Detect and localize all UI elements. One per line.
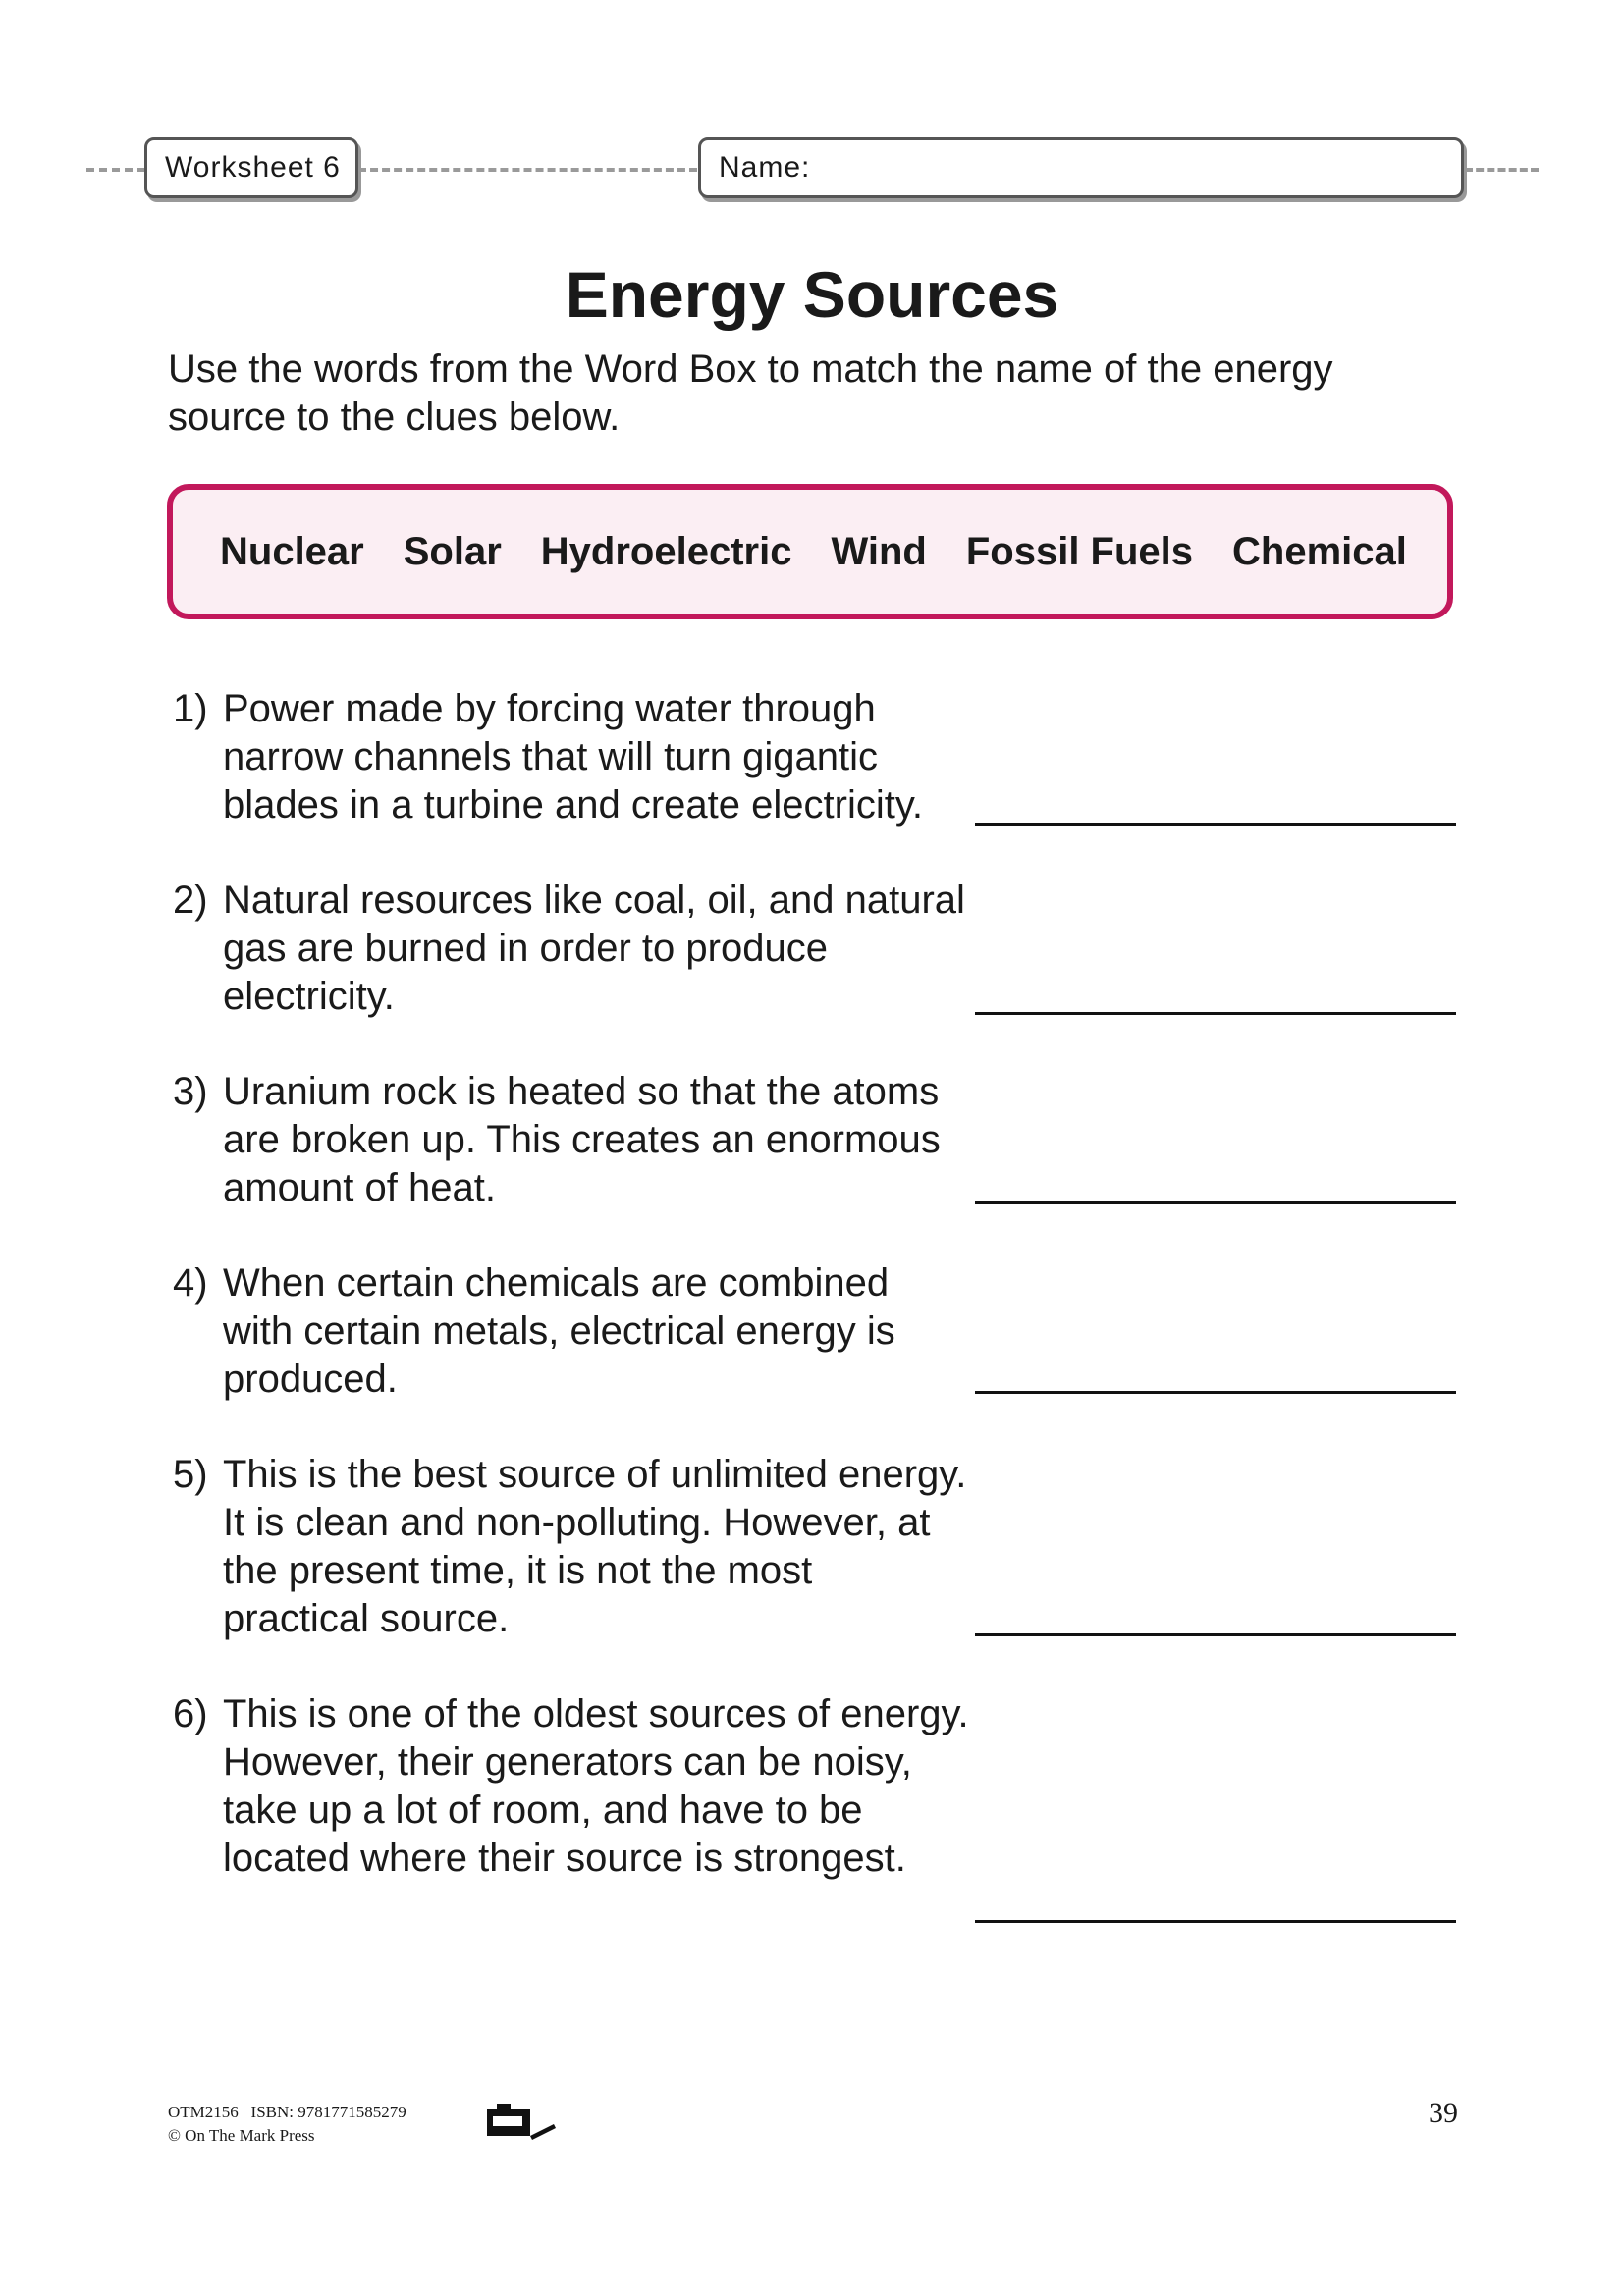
header-dash-right [1465,168,1539,172]
word-nuclear: Nuclear [220,529,364,573]
question-number: 5) [173,1453,208,1496]
word-solar: Solar [403,529,502,573]
question-text: Uranium rock is heated so that the atoms are broken up. This creates an enormous amount of heat. [223,1070,941,1209]
worksheet-tab [144,137,358,198]
question-number: 6) [173,1692,208,1735]
question-text: Power made by forcing water through narrow channels that will turn gigantic blades in a turbine and create electricity. [223,687,923,827]
header-dash-middle [358,168,697,172]
name-label: Name: [719,151,811,184]
page-title: Energy Sources [565,258,1059,331]
page-number: 39 [1429,2097,1458,2129]
footer-copyright: © On The Mark Press [168,2126,315,2145]
question-text: This is the best source of unlimited energy. It is clean and non-polluting. However, at the present time, it is not the most practical source. [223,1453,967,1640]
footer-credits [168,2101,406,2148]
publisher-logo-icon [483,2101,562,2151]
worksheet-label: Worksheet 6 [165,151,341,184]
answer-line-4[interactable] [975,1391,1456,1394]
question-number: 2) [173,879,208,922]
word-fossil-fuels: Fossil Fuels [965,529,1194,573]
answer-line-6[interactable] [975,1920,1456,1923]
answer-line-5[interactable] [975,1633,1456,1636]
header-dash-left [86,168,145,172]
question-text: Natural resources like coal, oil, and natural gas are burned in order to produce electricity. [223,879,965,1018]
footer-code-isbn: OTM2156 ISBN: 9781771585279 [168,2103,406,2121]
instructions: Use the words from the Word Box to match the name of the energy source to the clues below. [168,347,1333,439]
answer-line-1[interactable] [975,823,1456,826]
question-text: When certain chemicals are combined with certain metals, electrical energy is produced. [223,1261,895,1401]
word-box [167,484,1453,619]
answer-line-2[interactable] [975,1012,1456,1015]
question-text: This is one of the oldest sources of energy. However, their generators can be noisy, take up a lot of room, and have to be located where their source is strongest. [223,1692,969,1880]
answer-line-3[interactable] [975,1201,1456,1204]
word-chemical: Chemical [1232,529,1407,573]
question-number: 1) [173,687,208,730]
word-wind: Wind [831,529,927,573]
question-number: 4) [173,1261,208,1305]
question-number: 3) [173,1070,208,1113]
word-hydroelectric: Hydroelectric [540,529,792,573]
name-field[interactable] [698,137,1464,198]
